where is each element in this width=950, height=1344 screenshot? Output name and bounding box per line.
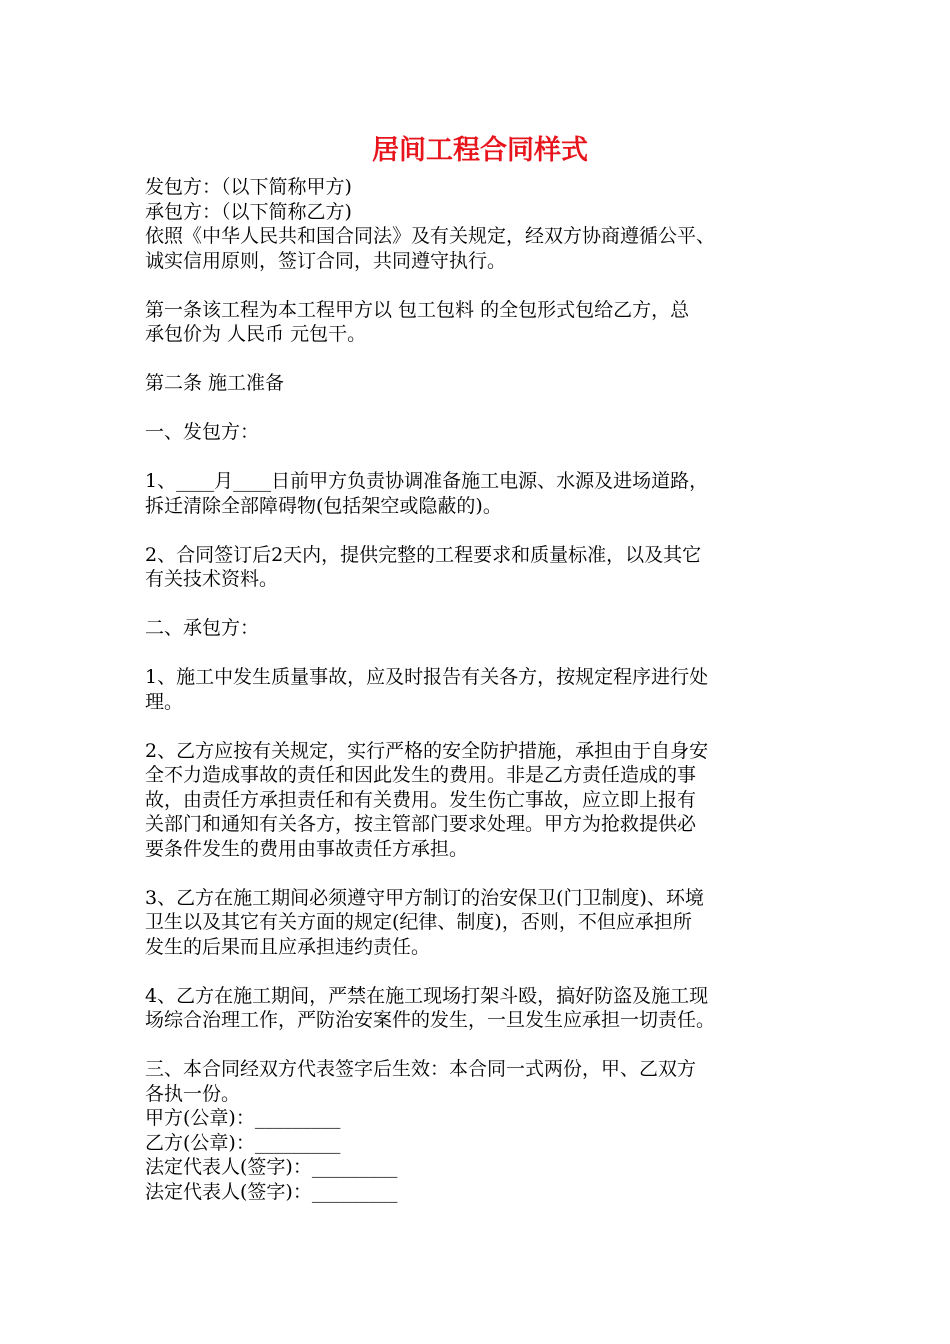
clause-line: 卫生以及其它有关方面的规定(纪律、制度)，否则，不但应承担所 (145, 911, 692, 933)
clause-line: 3、乙方在施工期间必须遵守甲方制订的治安保卫(门卫制度)、环境 (145, 886, 704, 909)
preamble-line: 依照《中华人民共和国合同法》及有关规定，经双方协商遵循公平、 (145, 225, 716, 247)
clause-line: 1、施工中发生质量事故，应及时报告有关各方，按规定程序进行处 (145, 666, 709, 688)
document-title: 居间工程合同样式 (372, 135, 588, 166)
signature-legal-rep-1: 法定代表人(签字)：_________ (145, 1156, 398, 1178)
document-page (145, 128, 815, 1204)
clause-line: 关部门和通知有关各方，按主管部门要求处理。甲方为抢救提供必 (145, 813, 697, 835)
clause-line: 场综合治理工作，严防治安案件的发生，一旦发生应承担一切责任。 (145, 1009, 716, 1031)
section-2-heading-text: 二、承包方： (145, 617, 260, 639)
clause-line: 有关技术资料。 (145, 568, 279, 590)
clause-line: 各执一份。 (145, 1082, 241, 1105)
clause-line: 理。 (145, 690, 184, 713)
article-1 (145, 298, 815, 347)
section-1-heading-text: 一、发包方： (145, 421, 260, 443)
section-1-item-2 (145, 543, 815, 592)
section-1-heading (145, 420, 815, 445)
section-3 (145, 1057, 815, 1106)
clause-line: 拆迁清除全部障碍物(包括架空或隐蔽的)。 (145, 494, 502, 517)
signature-block (145, 1106, 815, 1204)
section-2-item-3 (145, 886, 815, 960)
signature-party-a: 甲方(公章)：_________ (145, 1107, 341, 1129)
section-2-item-1 (145, 665, 815, 714)
section-2-item-2 (145, 739, 815, 862)
header-block (145, 175, 815, 273)
signature-legal-rep-2: 法定代表人(签字)：_________ (145, 1180, 398, 1203)
clause-line: 发生的后果而且应承担违约责任。 (145, 935, 431, 958)
section-2-item-4 (145, 984, 815, 1033)
article-2-heading-text: 第二条 施工准备 (145, 372, 285, 394)
article-1-line: 承包价为 人民币 元包干。 (145, 323, 367, 345)
clause-line: 故，由责任方承担责任和有关费用。发生伤亡事故，应立即上报有 (145, 788, 697, 811)
article-2-heading (145, 371, 815, 396)
clause-line: 要条件发生的费用由事故责任方承担。 (145, 837, 469, 860)
clause-line: 三、本合同经双方代表签字后生效：本合同一式两份，甲、乙双方 (145, 1058, 697, 1080)
section-1-item-1 (145, 469, 815, 518)
preamble-line: 诚实信用原则，签订合同，共同遵守执行。 (145, 249, 507, 272)
article-1-line: 第一条该工程为本工程甲方以 包工包料 的全包形式包给乙方，总 (145, 298, 690, 321)
clause-line: 2、合同签订后2天内，提供完整的工程要求和质量标准，以及其它 (145, 543, 702, 566)
party-a-line: 发包方：（以下简称甲方) (145, 176, 352, 198)
clause-line: 4、乙方在施工期间，严禁在施工现场打架斗殴，搞好防盗及施工现 (145, 984, 709, 1007)
clause-line: 1、____月____日前甲方负责协调准备施工电源、水源及进场道路， (145, 470, 709, 492)
signature-party-b: 乙方(公章)：_________ (145, 1131, 341, 1154)
party-b-line: 承包方：（以下简称乙方) (145, 200, 352, 223)
clause-line: 2、乙方应按有关规定，实行严格的安全防护措施，承担由于自身安 (145, 739, 709, 762)
section-2-heading (145, 616, 815, 641)
clause-line: 全不力造成事故的责任和因此发生的费用。非是乙方责任造成的事 (145, 764, 697, 786)
